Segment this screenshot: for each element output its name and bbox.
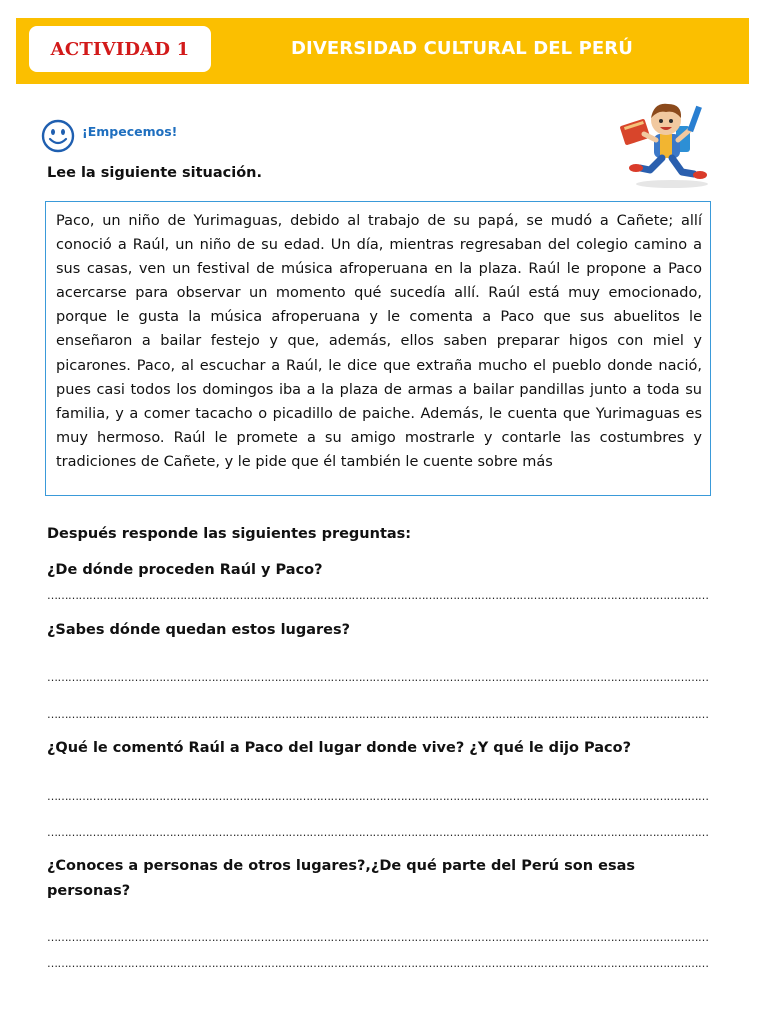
page-title: DIVERSIDAD CULTURAL DEL PERÚ [291,38,633,59]
activity-label: ACTIVIDAD 1 [50,38,190,60]
answer-line: ……………………………………………………………………………………………………………………………………………………………………… [47,589,709,602]
story-box [45,201,711,496]
question-1: ¿De dónde proceden Raúl y Paco? [47,562,323,578]
reading-instruction: Lee la siguiente situación. [47,165,263,181]
smiley-face-icon [41,119,75,153]
question-4: ¿Conoces a personas de otros lugares?,¿De qué parte del Perú son esas personas? [47,858,636,899]
answer-line: ……………………………………………………………………………………………………………………………………………………………………… [47,957,709,970]
questions-heading: Después responde las siguientes preguntas: [47,526,412,542]
activity-badge [29,26,211,72]
story-text: Paco, un niño de Yurimaguas, debido al trabajo de su papá, se mudó a Cañete; allí conoció a Raúl, un niño de su edad. Un día, mientras regresaban del colegio camino a sus casas, ven un festival de música afroperuana en la plaza. Raúl le propone a Paco acercarse para observar un momento qué sucedía allí. Raúl está muy emocionado, porque le gusta la música afroperuana y le comenta a Paco que sus abuelitos le enseñaron a bailar festejo y que, además, ellos saben preparar higos con miel y picarones. Paco, al escuchar a Raúl, le dice que extraña mucho el pueblo donde nació, pues casi todos los domingos iba a la plaza de armas a bailar pandillas junto a toda su familia, y a comer tacacho o picadillo de paiche. Además, le cuenta que Yurimaguas es muy hermoso. Raúl le promete a su amigo mostrarle y contarle las costumbres y tradiciones de Cañete, y le pide que él también le cuente sobre más [56,213,702,470]
answer-line: ……………………………………………………………………………………………………………………………………………………………………… [47,826,709,839]
answer-line: ……………………………………………………………………………………………………………………………………………………………………… [47,790,709,803]
question-3: ¿Qué le comentó Raúl a Paco del lugar donde vive? ¿Y qué le dijo Paco? [47,740,632,756]
answer-line: ……………………………………………………………………………………………………………………………………………………………………… [47,671,709,684]
running-boy-with-books-illustration [620,98,720,190]
start-label: ¡Empecemos! [82,124,178,139]
question-2: ¿Sabes dónde quedan estos lugares? [47,622,351,638]
answer-line: ……………………………………………………………………………………………………………………………………………………………………… [47,931,709,944]
answer-line: ……………………………………………………………………………………………………………………………………………………………………… [47,708,709,721]
